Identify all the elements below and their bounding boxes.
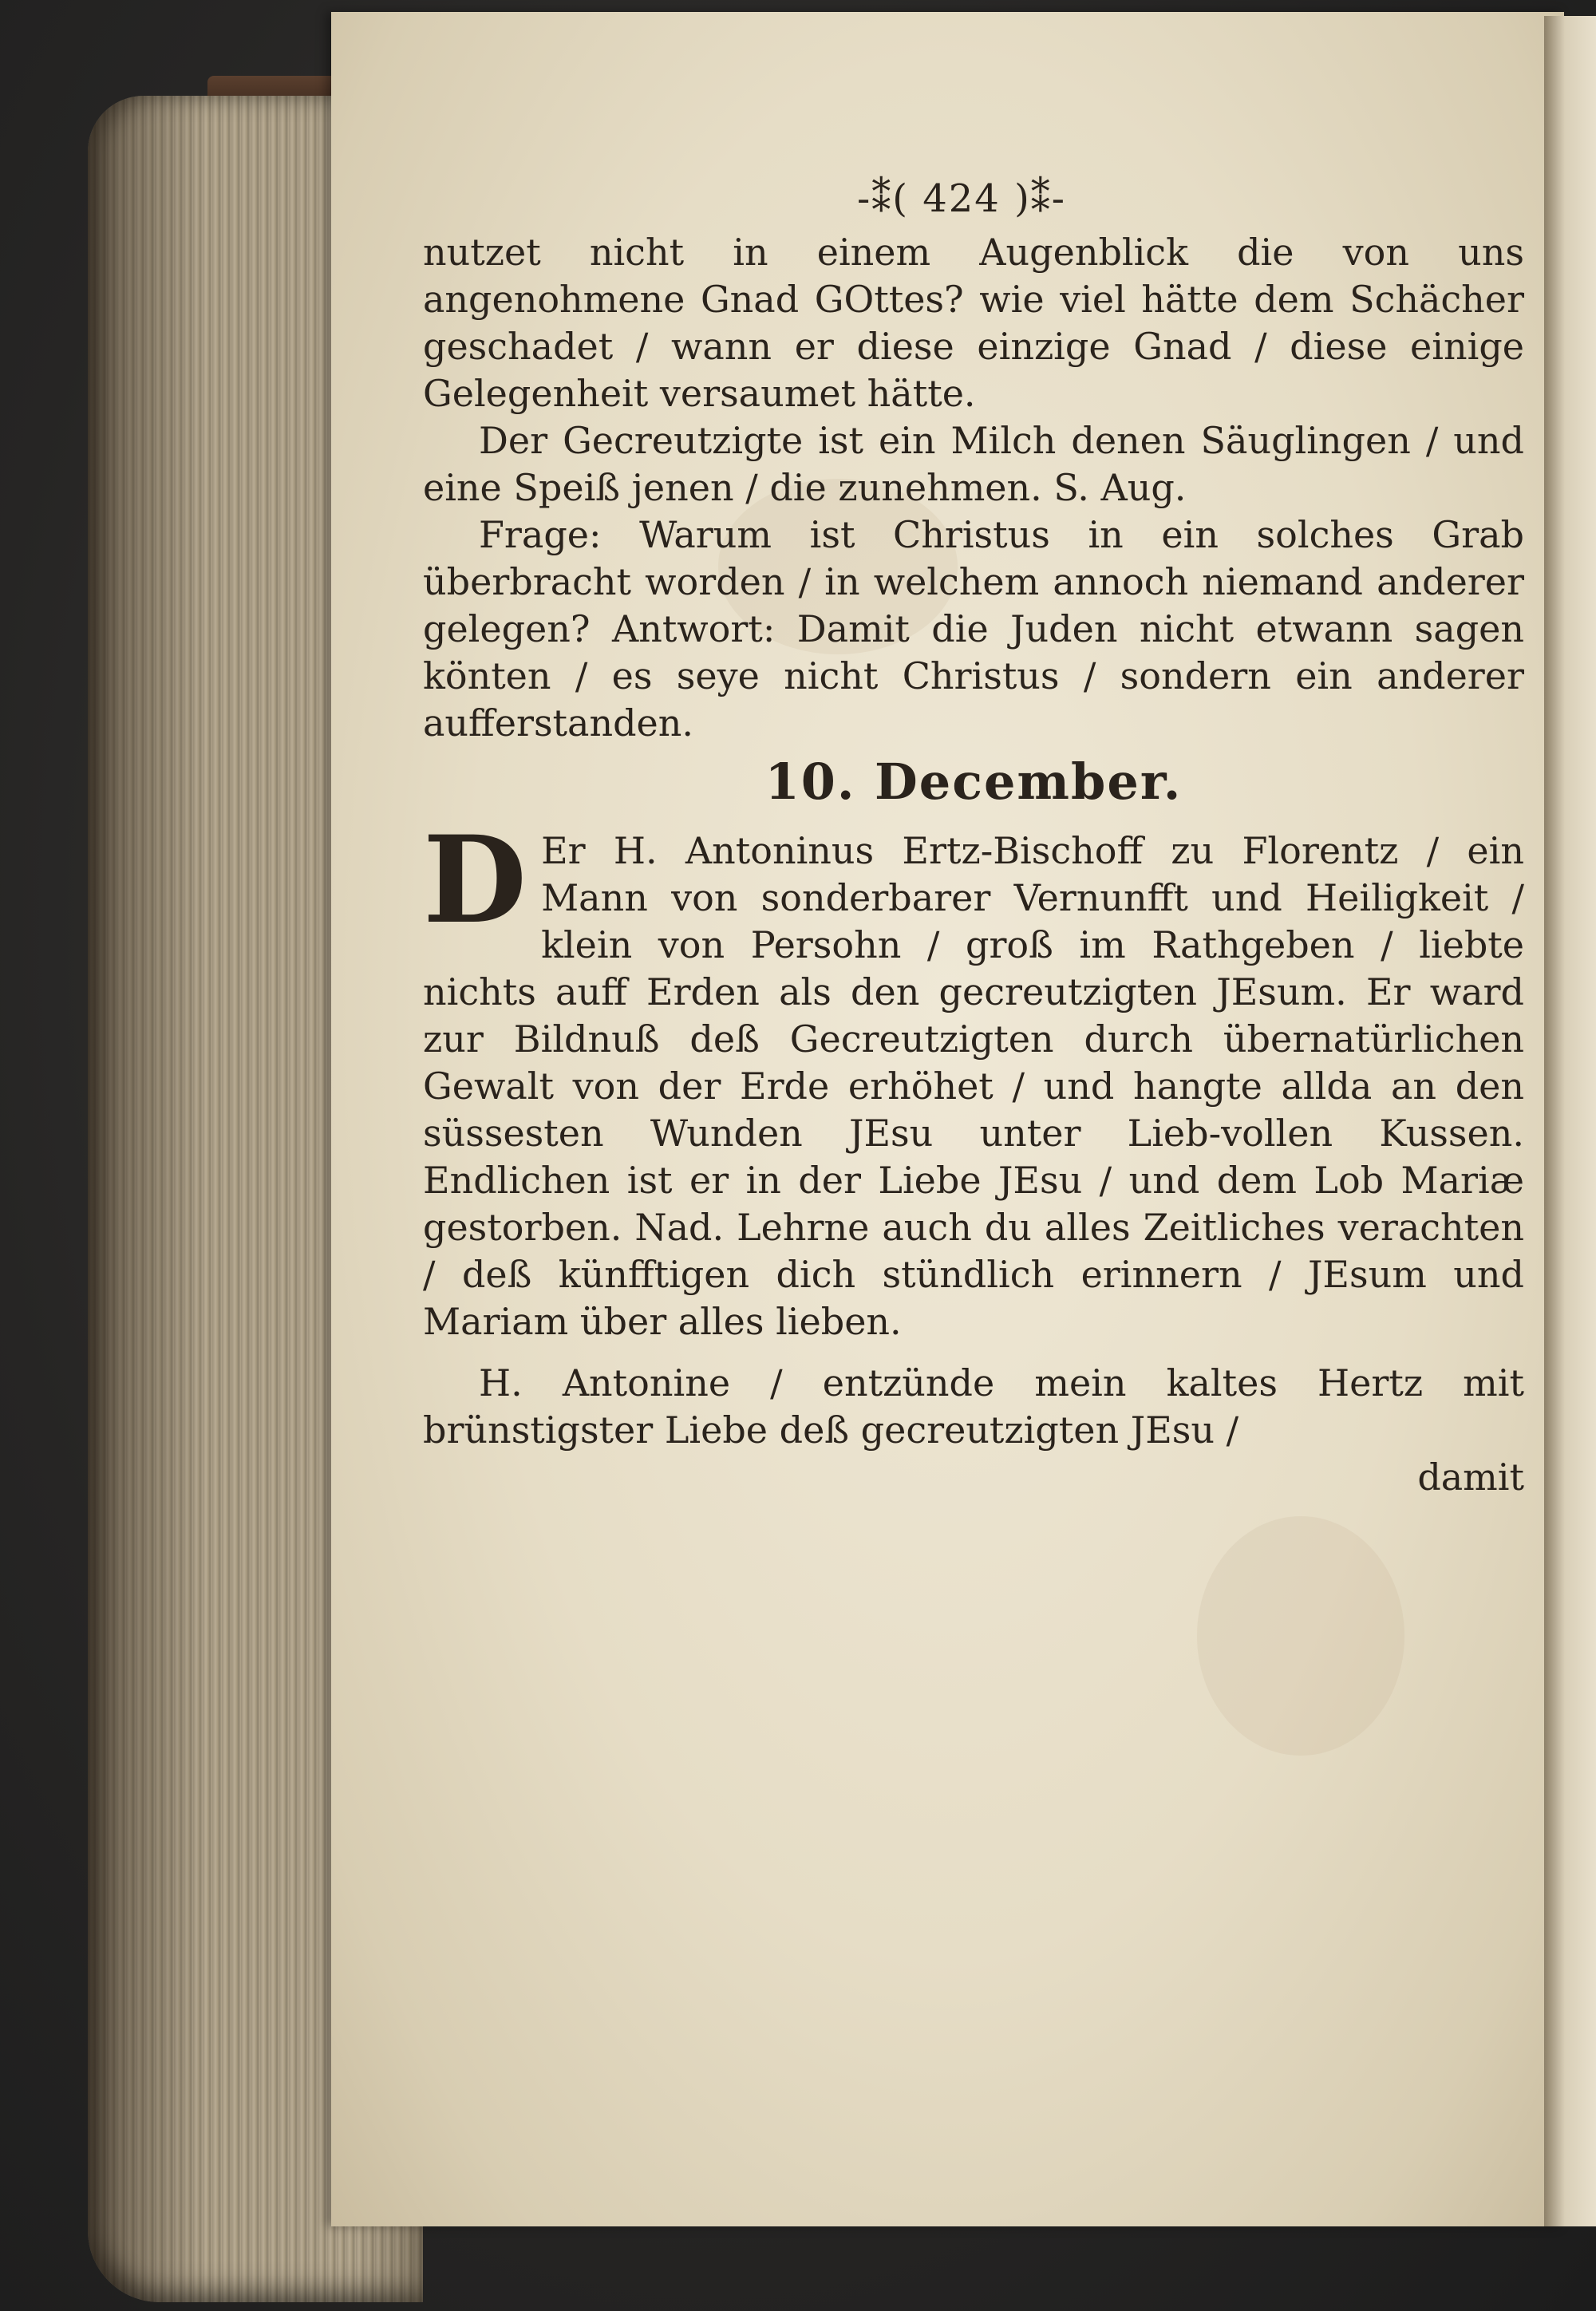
page-number-header: -⁑( 424 )⁑-	[856, 176, 1067, 221]
section-heading: 10. December.	[764, 753, 1183, 811]
saint-entry	[423, 810, 1524, 1345]
paragraph: nutzet nicht in einem Augenblick die von uns angenohmene Gnad GOttes? wie viel hätte dem Schächer geschadet / wann er diese einzige Gnad / diese einige Gelegenheit versaumet hätte.	[423, 231, 1524, 415]
paper-stain	[1197, 1516, 1404, 1756]
saint-entry-text: Er H. Antoninus Ertz-Bischoff zu Florentz / ein Mann von sonderbarer Vernunfft und Heiligkeit / klein von Persohn / groß im Rathgeben / liebte nichts auff Erden als den gecreutzigten JEsum. Er ward zur Bildnuß deß Gecreutzigten durch übernatürlichen Gewalt von der Erde erhöhet / und hangte allda an den süssesten Wunden JEsu unter Lieb-vollen Kussen. Endlichen ist er in der Liebe JEsu / und dem Lob Mariæ gestorben. Nad. Lehrne auch du alles Zeitliches verachten / deß künfftigen dich stündlich erinnern / JEsum und Mariam über alles lieben.	[423, 829, 1524, 1343]
paragraph: Frage: Warum ist Christus in ein solches Grab überbracht worden / in welchem annoch niemand anderer gelegen? Antwort: Damit die Juden nicht etwann sagen könten / es seye nicht Christus / sondern ein anderer aufferstanden.	[423, 513, 1524, 745]
catchword: damit	[1417, 1456, 1524, 1499]
drop-cap: D	[423, 810, 527, 950]
paragraph: Der Gecreutzigte ist ein Milch denen Säuglingen / und eine Speiß jenen / die zunehmen. S. Aug.	[423, 419, 1524, 509]
prayer-paragraph: H. Antonine / entzünde mein kaltes Hertz mit brünstigster Liebe deß gecreutzigten JEsu /	[423, 1361, 1524, 1452]
page-text	[423, 176, 1524, 1538]
facing-page-edge	[1544, 16, 1596, 2226]
